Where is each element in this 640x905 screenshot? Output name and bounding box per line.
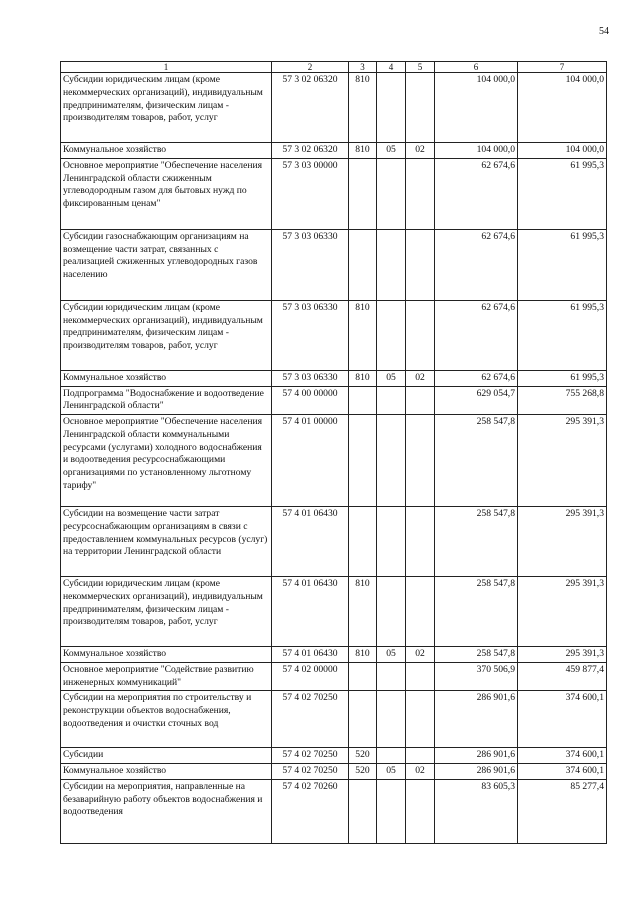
item-name-cell: Субсидии юридическим лицам (кроме некоммерческих организаций), индивидуальным предпринимателям, физическим лицам - производителям товаров, работ, услуг — [61, 73, 272, 143]
expense-type-cell — [349, 691, 377, 748]
expense-type-cell: 810 — [349, 647, 377, 663]
header-row — [61, 62, 607, 73]
amount-year1-cell: 258 547,8 — [435, 507, 518, 577]
header-cell: 5 — [406, 62, 435, 73]
table-row — [61, 229, 607, 300]
item-name-cell: Субсидии на мероприятия по строительству и реконструкции объектов водоснабжения, водоотведения и очистки сточных вод — [61, 691, 272, 748]
item-name-cell: Основное мероприятие "Обеспечение населения Ленинградской области сжиженным углеводородным газом для бытовых нужд по фиксированным ценам" — [61, 158, 272, 229]
header-cell: 4 — [377, 62, 406, 73]
table-row — [61, 577, 607, 647]
section-cell — [377, 229, 406, 300]
amount-year1-cell: 286 901,6 — [435, 691, 518, 748]
expense-type-cell: 810 — [349, 370, 377, 386]
item-name-cell: Подпрограмма "Водоснабжение и водоотведение Ленинградской области" — [61, 386, 272, 415]
amount-year2-cell: 374 600,1 — [518, 748, 607, 764]
target-code-cell: 57 4 00 00000 — [272, 386, 349, 415]
target-code-cell: 57 4 02 70250 — [272, 764, 349, 780]
expense-type-cell: 520 — [349, 748, 377, 764]
item-name-cell: Коммунальное хозяйство — [61, 370, 272, 386]
amount-year2-cell: 295 391,3 — [518, 577, 607, 647]
amount-year1-cell: 258 547,8 — [435, 577, 518, 647]
section-cell — [377, 691, 406, 748]
item-name-cell: Субсидии — [61, 748, 272, 764]
amount-year2-cell: 295 391,3 — [518, 415, 607, 507]
expense-type-cell — [349, 229, 377, 300]
section-cell — [377, 507, 406, 577]
table-row — [61, 748, 607, 764]
table-row — [61, 300, 607, 370]
target-code-cell: 57 3 03 00000 — [272, 158, 349, 229]
subsection-cell: 02 — [406, 143, 435, 159]
expense-type-cell: 810 — [349, 143, 377, 159]
table-row — [61, 415, 607, 507]
section-cell — [377, 779, 406, 843]
table-row — [61, 507, 607, 577]
header-cell: 6 — [435, 62, 518, 73]
expense-type-cell — [349, 415, 377, 507]
amount-year1-cell: 62 674,6 — [435, 370, 518, 386]
table-row — [61, 73, 607, 143]
header-cell: 7 — [518, 62, 607, 73]
amount-year1-cell: 258 547,8 — [435, 415, 518, 507]
expense-type-cell: 810 — [349, 577, 377, 647]
item-name-cell: Субсидии газоснабжающим организациям на возмещение части затрат, связанных с реализацией сжиженных углеводородных газов населению — [61, 229, 272, 300]
subsection-cell: 02 — [406, 370, 435, 386]
section-cell — [377, 577, 406, 647]
subsection-cell — [406, 300, 435, 370]
table-row — [61, 779, 607, 843]
amount-year2-cell: 61 995,3 — [518, 300, 607, 370]
header-cell: 1 — [61, 62, 272, 73]
amount-year1-cell: 62 674,6 — [435, 158, 518, 229]
expense-type-cell: 520 — [349, 764, 377, 780]
subsection-cell — [406, 229, 435, 300]
target-code-cell: 57 4 01 00000 — [272, 415, 349, 507]
amount-year2-cell: 104 000,0 — [518, 73, 607, 143]
target-code-cell: 57 4 01 06430 — [272, 647, 349, 663]
header-cell: 2 — [272, 62, 349, 73]
item-name-cell: Субсидии на возмещение части затрат ресурсоснабжающим организациям в связи с предоставлением коммунальных ресурсов (услуг) на территории Ленинградской области — [61, 507, 272, 577]
amount-year1-cell: 370 506,9 — [435, 662, 518, 691]
subsection-cell — [406, 507, 435, 577]
target-code-cell: 57 3 02 06320 — [272, 73, 349, 143]
table-row — [61, 691, 607, 748]
target-code-cell: 57 3 03 06330 — [272, 229, 349, 300]
amount-year2-cell: 755 268,8 — [518, 386, 607, 415]
section-cell: 05 — [377, 764, 406, 780]
table-row — [61, 662, 607, 691]
amount-year2-cell: 61 995,3 — [518, 370, 607, 386]
section-cell — [377, 300, 406, 370]
amount-year2-cell: 374 600,1 — [518, 691, 607, 748]
section-cell: 05 — [377, 143, 406, 159]
subsection-cell — [406, 577, 435, 647]
target-code-cell: 57 3 03 06330 — [272, 370, 349, 386]
subsection-cell — [406, 662, 435, 691]
subsection-cell — [406, 779, 435, 843]
item-name-cell: Основное мероприятие "Содействие развитию инженерных коммуникаций" — [61, 662, 272, 691]
table-row — [61, 370, 607, 386]
amount-year1-cell: 286 901,6 — [435, 764, 518, 780]
amount-year1-cell: 62 674,6 — [435, 300, 518, 370]
amount-year2-cell: 61 995,3 — [518, 229, 607, 300]
subsection-cell: 02 — [406, 647, 435, 663]
item-name-cell: Основное мероприятие "Обеспечение населения Ленинградской области коммунальными ресурсами (услугами) холодного водоснабжения и водоотведения ресурсоснабжающими организациями по установленному льготному тарифу" — [61, 415, 272, 507]
amount-year2-cell: 295 391,3 — [518, 647, 607, 663]
expense-type-cell — [349, 662, 377, 691]
section-cell — [377, 748, 406, 764]
subsection-cell — [406, 691, 435, 748]
item-name-cell: Субсидии юридическим лицам (кроме некоммерческих организаций), индивидуальным предпринимателям, физическим лицам - производителям товаров, работ, услуг — [61, 300, 272, 370]
target-code-cell: 57 4 02 70250 — [272, 748, 349, 764]
item-name-cell: Коммунальное хозяйство — [61, 764, 272, 780]
amount-year2-cell: 295 391,3 — [518, 507, 607, 577]
expense-type-cell — [349, 386, 377, 415]
target-code-cell: 57 4 01 06430 — [272, 507, 349, 577]
section-cell — [377, 73, 406, 143]
amount-year1-cell: 62 674,6 — [435, 229, 518, 300]
section-cell — [377, 386, 406, 415]
table-row — [61, 158, 607, 229]
budget-table — [60, 61, 607, 844]
amount-year2-cell: 104 000,0 — [518, 143, 607, 159]
table-row — [61, 647, 607, 663]
amount-year2-cell: 459 877,4 — [518, 662, 607, 691]
expense-type-cell: 810 — [349, 73, 377, 143]
amount-year1-cell: 629 054,7 — [435, 386, 518, 415]
subsection-cell — [406, 73, 435, 143]
page-number: 54 — [599, 26, 609, 37]
section-cell: 05 — [377, 647, 406, 663]
table-row — [61, 764, 607, 780]
section-cell — [377, 662, 406, 691]
header-cell: 3 — [349, 62, 377, 73]
subsection-cell: 02 — [406, 764, 435, 780]
amount-year2-cell: 85 277,4 — [518, 779, 607, 843]
section-cell — [377, 415, 406, 507]
section-cell: 05 — [377, 370, 406, 386]
amount-year2-cell: 61 995,3 — [518, 158, 607, 229]
target-code-cell: 57 3 03 06330 — [272, 300, 349, 370]
table-row — [61, 143, 607, 159]
amount-year1-cell: 286 901,6 — [435, 748, 518, 764]
item-name-cell: Коммунальное хозяйство — [61, 647, 272, 663]
expense-type-cell: 810 — [349, 300, 377, 370]
target-code-cell: 57 4 02 70250 — [272, 691, 349, 748]
expense-type-cell — [349, 158, 377, 229]
subsection-cell — [406, 415, 435, 507]
target-code-cell: 57 4 02 00000 — [272, 662, 349, 691]
amount-year1-cell: 104 000,0 — [435, 73, 518, 143]
item-name-cell: Субсидии на мероприятия, направленные на безаварийную работу объектов водоснабжения и водоотведения — [61, 779, 272, 843]
section-cell — [377, 158, 406, 229]
target-code-cell: 57 3 02 06320 — [272, 143, 349, 159]
target-code-cell: 57 4 01 06430 — [272, 577, 349, 647]
item-name-cell: Субсидии юридическим лицам (кроме некоммерческих организаций), индивидуальным предпринимателям, физическим лицам - производителям товаров, работ, услуг — [61, 577, 272, 647]
item-name-cell: Коммунальное хозяйство — [61, 143, 272, 159]
amount-year1-cell: 104 000,0 — [435, 143, 518, 159]
amount-year1-cell: 258 547,8 — [435, 647, 518, 663]
table-row — [61, 386, 607, 415]
subsection-cell — [406, 386, 435, 415]
expense-type-cell — [349, 507, 377, 577]
subsection-cell — [406, 158, 435, 229]
amount-year2-cell: 374 600,1 — [518, 764, 607, 780]
expense-type-cell — [349, 779, 377, 843]
subsection-cell — [406, 748, 435, 764]
target-code-cell: 57 4 02 70260 — [272, 779, 349, 843]
amount-year1-cell: 83 605,3 — [435, 779, 518, 843]
